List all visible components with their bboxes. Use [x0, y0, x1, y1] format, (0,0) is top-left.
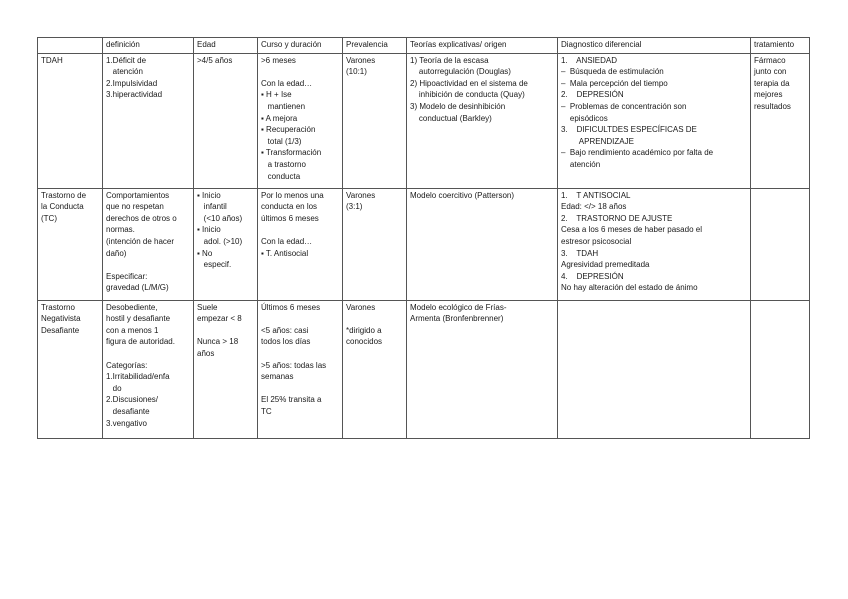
cell-line — [261, 313, 339, 325]
cell-edad — [194, 300, 258, 438]
cell-line: Desobediente, — [106, 302, 158, 312]
cell-line: ▪ H + Ise — [261, 90, 292, 100]
cell-line: Cesa a los 6 meses de haber pasado el — [561, 225, 702, 235]
cell-line: ▪ T. Antisocial — [261, 248, 309, 258]
cell-line: desafiante — [106, 406, 150, 416]
table-row — [38, 188, 810, 300]
cell-line: *dirigido a — [346, 325, 382, 335]
cell-line: junto con — [754, 67, 787, 77]
cell-line: >6 meses — [261, 55, 296, 65]
cell-tratamiento — [751, 53, 810, 188]
cell-line: 1.Irritabilidad/enfa — [106, 372, 170, 382]
cell-line: todos los días — [261, 337, 311, 347]
cell-diagnostico — [558, 300, 751, 438]
cell-definicion — [103, 53, 194, 188]
cell-line: 3) Modelo de desinhibición — [410, 101, 506, 111]
cell-line: Con la edad… — [261, 78, 313, 88]
cell-line: inhibición de conducta (Quay) — [410, 90, 525, 100]
cell-line: autorregulación (Douglas) — [410, 67, 511, 77]
cell-line: mejores — [754, 90, 783, 100]
cell-line: normas. — [106, 225, 135, 235]
cell-teorias — [407, 53, 558, 188]
cell-line: atención — [561, 159, 601, 169]
cell-line: Varones — [346, 55, 376, 65]
header-cell-edad: Edad — [194, 38, 258, 54]
cell-line: Edad: </> 18 años — [561, 202, 627, 212]
cell-line: adol. (>10) — [197, 236, 243, 246]
cell-line: do — [106, 383, 122, 393]
cell-line: Modelo ecológico de Frías- — [410, 302, 507, 312]
cell-line: TC — [261, 406, 272, 416]
cell-line: años — [197, 348, 215, 358]
cell-prevalencia — [343, 300, 407, 438]
cell-line: 3. TDAH — [561, 248, 599, 258]
cell-line: figura de autoridad. — [106, 337, 175, 347]
cell-line — [261, 224, 339, 236]
cell-line: 1.Déficit de — [106, 55, 147, 65]
cell-line: con a menos 1 — [106, 325, 159, 335]
cell-edad — [194, 53, 258, 188]
cell-line: 2) Hipoactividad en el sistema de — [410, 78, 528, 88]
cell-definicion — [103, 300, 194, 438]
cell-line: Fármaco — [754, 55, 786, 65]
cell-curso — [258, 53, 343, 188]
cell-line: Comportamientos — [106, 190, 170, 200]
header-row — [38, 38, 810, 54]
cell-line: Armenta (Bronfenbrenner) — [410, 314, 504, 324]
cell-line: ‒ Búsqueda de estimulación — [561, 67, 664, 77]
cell-line: ‒ Bajo rendimiento académico por falta de — [561, 148, 714, 158]
header-cell-blank — [38, 38, 103, 54]
cell-line: 2.Discusiones/ — [106, 395, 159, 405]
cell-line: ▪ Recuperación — [261, 125, 316, 135]
cell-line: estresor psicosocial — [561, 236, 632, 246]
cell-line: Por lo menos una — [261, 190, 324, 200]
cell-line: ▪ Inicio — [197, 225, 221, 235]
cell-line: últimos 6 meses — [261, 213, 319, 223]
cell-line: 4. DEPRESIÓN — [561, 271, 624, 281]
cell-line: (<10 años) — [197, 213, 243, 223]
cell-line: mantienen — [261, 101, 306, 111]
cell-line: episódicos — [561, 113, 608, 123]
cell-line: APRENDIZAJE — [561, 136, 634, 146]
cell-line: No hay alteración del estado de ánimo — [561, 283, 698, 293]
cell-line — [106, 259, 190, 271]
cell-line: resultados — [754, 101, 791, 111]
cell-tratamiento — [751, 188, 810, 300]
cell-line: 2.Impulsividad — [106, 78, 158, 88]
cell-line: ‒ Problemas de concentración son — [561, 101, 687, 111]
cell-line: 1. ANSIEDAD — [561, 55, 618, 65]
cell-prevalencia — [343, 188, 407, 300]
cell-diagnostico — [558, 188, 751, 300]
cell-line: Modelo coercitivo (Patterson) — [410, 190, 515, 200]
cell-line: Desafiante — [41, 325, 80, 335]
header-cell-teorias: Teorías explicativas/ origen — [407, 38, 558, 54]
cell-line: la Conducta — [41, 202, 84, 212]
cell-line: >5 años: todas las — [261, 360, 327, 370]
cell-curso — [258, 188, 343, 300]
cell-line: especif. — [197, 260, 232, 270]
cell-line — [106, 348, 190, 360]
cell-curso — [258, 300, 343, 438]
cell-line: terapia da — [754, 78, 790, 88]
table-row — [38, 53, 810, 188]
cell-line — [261, 66, 339, 78]
cell-line: total (1/3) — [261, 136, 302, 146]
cell-line: 3. DIFICULTDES ESPECÍFICAS DE — [561, 125, 697, 135]
header-cell-diagnostico: Diagnostico diferencial — [558, 38, 751, 54]
cell-diagnostico — [558, 53, 751, 188]
cell-name — [38, 300, 103, 438]
comparison-table — [37, 37, 810, 439]
cell-teorias — [407, 188, 558, 300]
header-cell-curso: Curso y duración — [258, 38, 343, 54]
cell-definicion — [103, 188, 194, 300]
cell-line: 1. T ANTISOCIAL — [561, 190, 631, 200]
cell-line: Trastorno — [41, 302, 75, 312]
cell-line: semanas — [261, 372, 294, 382]
header-cell-definicion: definición — [103, 38, 194, 54]
header-cell-prevalencia: Prevalencia — [343, 38, 407, 54]
cell-teorias — [407, 300, 558, 438]
cell-line: Categorías: — [106, 360, 148, 370]
cell-line: Negativista — [41, 314, 81, 324]
cell-line: ▪ No — [197, 248, 213, 258]
cell-line: Varones — [346, 190, 376, 200]
header-cell-tratamiento: tratamiento — [751, 38, 810, 54]
cell-line: ▪ Inicio — [197, 190, 221, 200]
cell-line: <5 años: casi — [261, 325, 309, 335]
cell-line: ▪ A mejora — [261, 113, 298, 123]
cell-line: TDAH — [41, 55, 63, 65]
cell-line: Especificar: — [106, 271, 148, 281]
cell-line: Últimos 6 meses — [261, 302, 321, 312]
cell-line: gravedad (L/M/G) — [106, 283, 169, 293]
cell-line: conductual (Barkley) — [410, 113, 492, 123]
cell-line: Nunca > 18 — [197, 337, 239, 347]
cell-line: 1) Teoría de la escasa — [410, 55, 489, 65]
cell-line: conocidos — [346, 337, 383, 347]
cell-line: que no respetan — [106, 202, 164, 212]
cell-line: conducta en los — [261, 202, 318, 212]
cell-line: Trastorno de — [41, 190, 87, 200]
cell-line: empezar < 8 — [197, 314, 242, 324]
cell-line: 3.vengativo — [106, 418, 147, 428]
cell-line: Con la edad… — [261, 236, 313, 246]
cell-line: conducta — [261, 171, 301, 181]
cell-line: Varones — [346, 302, 376, 312]
cell-line: (3:1) — [346, 202, 363, 212]
cell-line — [197, 325, 254, 337]
cell-line: Agresividad premeditada — [561, 260, 650, 270]
cell-tratamiento — [751, 300, 810, 438]
cell-line: ▪ Transformación — [261, 148, 322, 158]
cell-line: infantil — [197, 202, 227, 212]
cell-line: >4/5 años — [197, 55, 233, 65]
cell-line: a trastorno — [261, 159, 306, 169]
cell-line: Suele — [197, 302, 218, 312]
cell-line: ‒ Mala percepción del tiempo — [561, 78, 668, 88]
cell-line: (10:1) — [346, 67, 367, 77]
cell-name — [38, 53, 103, 188]
cell-line: derechos de otros o — [106, 213, 177, 223]
cell-name — [38, 188, 103, 300]
cell-line — [346, 313, 403, 325]
table-row — [38, 300, 810, 438]
cell-line: El 25% transita a — [261, 395, 322, 405]
cell-line: 3.hiperactividad — [106, 90, 163, 100]
cell-line: 2. DEPRESIÓN — [561, 90, 624, 100]
cell-line: hostil y desafiante — [106, 314, 171, 324]
cell-line — [261, 348, 339, 360]
cell-line: (TC) — [41, 213, 57, 223]
cell-line — [261, 383, 339, 395]
cell-edad — [194, 188, 258, 300]
cell-line: daño) — [106, 248, 127, 258]
cell-line: 2. TRASTORNO DE AJUSTE — [561, 213, 673, 223]
cell-line: atención — [106, 67, 143, 77]
cell-prevalencia — [343, 53, 407, 188]
cell-line: (intención de hacer — [106, 236, 175, 246]
